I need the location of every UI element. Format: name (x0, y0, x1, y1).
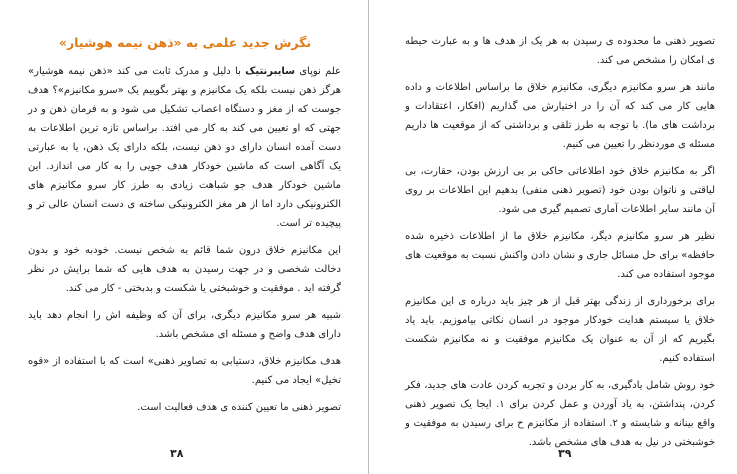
right-page-body (405, 32, 715, 460)
paragraph: برای برخورداری از زندگی بهتر قبل از هر چیز باید درباره ی این مکانیزم خلاق یا سیستم هدایت خودکار موجود در انسان نکاتی بیاموزیم. باید یاد بگیریم که از آن به عنوان یک مکانیزم موفقیت و نه مکانیزم شکست استفاده کنیم. (405, 296, 715, 364)
paragraph: مانند هر سرو مکانیزم دیگری، مکانیزم خلاق ما براساس اطلاعات و داده هایی کار می کند که آن را در اختیارش می گذاریم (افکار، اعتقادات و برداشت های ما). با توجه به طرز تلقی و برداشتی که از موقعیت ها داریم مسئله ی موردنظر را تعیین می کنیم. (405, 82, 715, 150)
page-number: ۳۹ (558, 447, 572, 460)
paragraph: هدف مکانیزم خلاق، دستیابی به تصاویر ذهنی» است که با استفاده از «قوه تخیل» ایجاد می کنیم. (28, 356, 341, 386)
bold-keyword: سایبرنتیک (245, 66, 295, 77)
chapter-title: نگرش جدید علمی به «ذهن نیمه هوشیار» (58, 35, 312, 50)
left-page-body (28, 62, 341, 425)
paragraph: خود روش شامل یادگیری، به کار بردن و تجربه کردن عادت های جدید، فکر کردن، پنداشتن، به یاد آوردن و عمل کردن برای ۱. ایجا یک تصویر ذهنی واقع بینانه و شایسته و ۲. استفاده از مکانیزم ح برای رسیدن به موفقیت و خوشبختی در نیل به هدف های مشخص باشد. (405, 380, 716, 448)
paragraph (28, 62, 341, 233)
paragraph: شبیه هر سرو مکانیزم دیگری، برای آن که وظیفه اش را انجام دهد باید دارای هدف واضح و مسئله ای مشخص باشد. (28, 310, 341, 340)
right-page (369, 0, 737, 474)
paragraph: نظیر هر سرو مکانیزم دیگر، مکانیزم خلاق ما از اطلاعات ذخیره شده حافظه» برای حل مسائل جاری و نشان دادن واکنش نسبت به موقعیت های موجود استفاده می کند. (405, 231, 715, 280)
paragraph: تصویر ذهنی ما محدوده ی رسیدن به هر یک از هدف ها و به عبارت حیطه ی امکان را مشخص می کند. (405, 36, 715, 66)
paragraph-text: با دلیل و مدرک ثابت می کند «ذهن نیمه هوشیار» هرگز ذهن نیست بلکه یک مکانیزم و بهتر بگوییم یک «سرو مکانیزم»؟ هدف جوست که از مغز و دستگاه اعصاب تشکیل می شود و به فرمان ذهن و در جهتی که او تعیین می کند به کار می افتد. براساس تازه ترین اطلاعات به دست آمده انسان دارای دو ذهن نیست، بلکه دارای یک ذهن، یا به عبارتی یک آگاهی است که ماشین خودکار هدف جویی را به کار می اندازد. این ماشین خودکار هدف جو شباهت زیادی به طرز کار سرو مکانیزم های الکترونیکی دارد اما از هر مغز الکترونیکی ساخته ی دست انسان عالی تر و پیچیده تر است. (28, 66, 341, 229)
paragraph: این مکانیزم خلاق درون شما قائم به شخص نیست. خودبه خود و بدون دخالت شخصی و در جهت رسیدن به هدف هایی که شما برایش در نظر گرفته اید . موفقیت و خوشبختی یا شکست و بدبختی - کار می کند. (28, 245, 341, 294)
page-number: ۳۸ (170, 447, 184, 460)
paragraph: تصویر ذهنی ما تعیین کننده ی هدف فعالیت است. (137, 402, 341, 413)
paragraph: اگر به مکانیزم خلاق خود اطلاعاتی حاکی بر بی ارزش بودن، حقارت، بی لیاقتی و ناتوان بودن خود (تصویر ذهنی منفی) بدهیم این اطلاعات بر روی آن مانند سایر اطلاعات آماری تصمیم گیری می شود. (405, 166, 715, 215)
left-page (0, 0, 368, 474)
paragraph-text: علم نوپای (294, 66, 341, 77)
